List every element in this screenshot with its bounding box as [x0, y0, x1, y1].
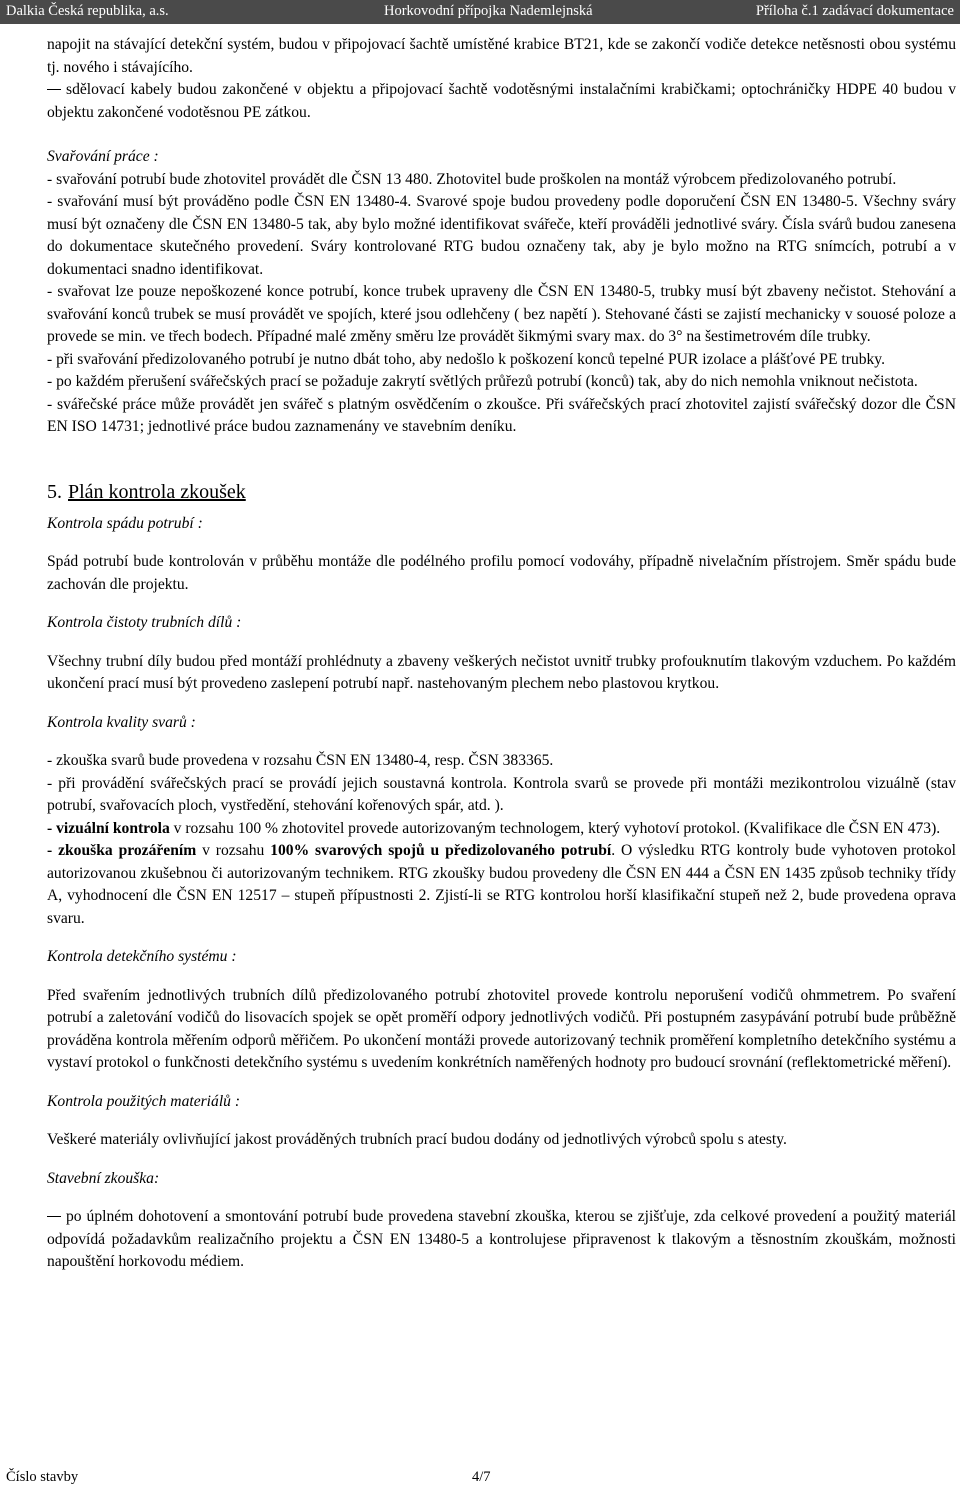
document-body: [47, 34, 956, 1274]
slope-heading: Kontrola spádu potrubí :: [47, 514, 203, 532]
dash-bullet-icon: [47, 89, 61, 90]
welding-item-1: - svařování potrubí bude zhotovitel provádět dle ČSN 13 480. Zhotovitel bude proškolen na montáž výrobcem předizolovaného potrubí.: [47, 170, 897, 188]
header-company: Dalkia Česká republika, a.s.: [6, 3, 169, 19]
detection-heading: Kontrola detekčního systému :: [47, 948, 237, 965]
page-header: [0, 0, 960, 24]
detection-text: Před svařením jednotlivých trubních dílů předizolovaného potrubí zhotovitel provede kontrolu neporušení vodičů ohmmetrem. Po svaření potrubí a zaletování vodičů do lisovacích spojek se opět proměří odpory jednotlivých vodičů. Při postupném zasypávání potrubí bude průběžně prováděna kontrola měřením odporů měřičem. Po ukončení montáži provede autorizovaný technik proměření kompletního detekčního systému a vystaví protokol o funkčnosti detekčního systému s uvedením konkrétních naměřených hodnoty pro budoucí srovnání (reflektometrické měření).: [47, 986, 956, 1071]
materials-text: Veškeré materiály ovlivňující jakost prováděných trubních prací budou dodány od jednotlivých výrobců spolu s atesty.: [47, 1131, 787, 1148]
welding-item-2: - svařování musí být prováděno podle ČSN EN 13480-4. Svarové spoje budou provedeny podle doporučení ČSN EN 13480-5. Všechny sváry musí být označeny dle ČSN EN 13480-5 tak, aby bylo možné identifikovat svářeče, kteří prováděli jednotlivé sváry. Čísla svárů budou zanesena do dokumentace skutečného provedení. Sváry kontrolované RTG budou označeny tak, aby je bylo možno na RTG snímcích, potrubí a v dokumentaci snadno identifikovat.: [47, 193, 956, 278]
intro-cables-paragraph: sdělovací kabely budou zakončené v objektu a připojovací šachtě vodotěsnými instalačními krabičkami; optochráničky HDPE 40 budou v objektu zakončené vodotěsnou PE zátkou.: [47, 81, 956, 121]
welding-item-4: - při svařování předizolovaného potrubí je nutno dbát toho, aby nedošlo k poškození konců tepelné PUR izolace a plášťové PE trubky.: [47, 350, 885, 368]
section-heading: [47, 479, 956, 505]
welding-item-3: - svařovat lze pouze nepoškozené konce potrubí, konce trubek upraveny dle ČSN EN 13480-5, trubky musí být zbaveny nečistot. Stehování a svařování konců trubek se musí provádět ve spojích, které jsou odlehčeny ( bez napětí ). Stehované části se zajistí mechanicky v souosé poloze a provede se min. ve třech bodech. Případné malé změny směru lze provádět šikmými svary max. do 3° na šestimetrovém díle trubky.: [47, 283, 956, 345]
cleanliness-heading: Kontrola čistoty trubních dílů :: [47, 614, 242, 631]
welding-heading: Svařování práce :: [47, 148, 159, 165]
weld-inspection-line: - při provádění svářečských prací se provádí jejich soustavná kontrola. Kontrola svarů se provede při montáži mezikontrolou vizuálně (stav potrubí, svařovacích ploch, vystředění, stehování kořenových spár, atd. ).: [47, 774, 956, 814]
section-title: Plán kontrola zkoušek: [68, 480, 246, 503]
slope-text: Spád potrubí bude kontrolován v průběhu montáže dle podélného profilu pomocí vodováhy, případně nivelačním přístrojem. Směr spádu bude zachován dle projektu.: [47, 553, 956, 593]
section-number: 5.: [47, 480, 62, 503]
weld-test-line: - zkouška svarů bude provedena v rozsahu ČSN EN 13480-4, resp. ČSN 383365.: [47, 752, 554, 769]
footer-building-number: Číslo stavby: [6, 1469, 79, 1485]
construction-test-heading: Stavební zkouška:: [47, 1169, 160, 1187]
header-attachment: Příloha č.1 zadávací dokumentace: [755, 3, 954, 19]
page-number: 4/7: [472, 1469, 491, 1485]
construction-test-text: po úplném dohotovení a smontování potrubí bude provedena stavební zkouška, kterou se zjišťuje, zda celkové provedení a použitý materiál odpovídá požadavkům realizačního projektu a ČSN EN 13480-5 a kontrolujese připravenost k tlakovým a těsnostním zkouškám, možnosti napouštění horkovodu médiem.: [47, 1208, 956, 1270]
weld-quality-heading: Kontrola kvality svarů :: [47, 713, 196, 731]
welding-item-5: - po každém přerušení svářečských prací se požaduje zakrytí světlých průřezů potrubí (konců) tak, aby do nich nemohla vniknout nečistota.: [47, 373, 918, 390]
welding-item-6: - svářečské práce může provádět jen svářeč s platným osvědčením o zkoušce. Při svářečských prací zhotovitel zajistí svářečský dozor dle ČSN EN ISO 14731; jednotlivé práce budou zaznamenány ve stavebním deníku.: [47, 395, 956, 435]
page-footer: [0, 1465, 960, 1489]
header-project: Horkovodní přípojka Nademlejnská: [384, 3, 593, 19]
xray-inspection-line: - zkouška prozářením v rozsahu 100% svarových spojů u předizolovaného potrubí. O výsledku RTG kontroly bude vyhotoven protokol autorizovanou zkušebnou či autorizovaným technikem. RTG zkoušky budou provedeny dle ČSN EN 444 a ČSN EN 1435 způsob techniky třídy A, vyhodnocení dle ČSN EN 12517 – stupeň přípustnosti 2. Zjistí-li se RTG kontrolou horší klasifikační stupeň než 2, bude provedena oprava svaru.: [47, 842, 956, 927]
materials-heading: Kontrola použitých materiálů :: [47, 1092, 241, 1110]
intro-paragraph: napojit na stávající detekční systém, budou v připojovací šachtě umístěné krabice BT21, kde se zakončí vodiče detekce netěsnosti obou systému tj. nového i stávajícího.: [47, 36, 956, 76]
visual-inspection-line: - vizuální kontrola v rozsahu 100 % zhotovitel provede autorizovaným technologem, který vyhotoví protokol. (Kvalifikace dle ČSN EN 473).: [47, 819, 941, 837]
dash-bullet-icon: [47, 1216, 61, 1217]
cleanliness-text: Všechny trubní díly budou před montáží prohlédnuty a zbaveny veškerých nečistot uvnitř trubky profouknutím tlakovým vzduchem. Po každém ukončení prací musí být provedeno zaslepení potrubí např. nastehovaným plechem nebo plastovou krytkou.: [47, 652, 956, 692]
